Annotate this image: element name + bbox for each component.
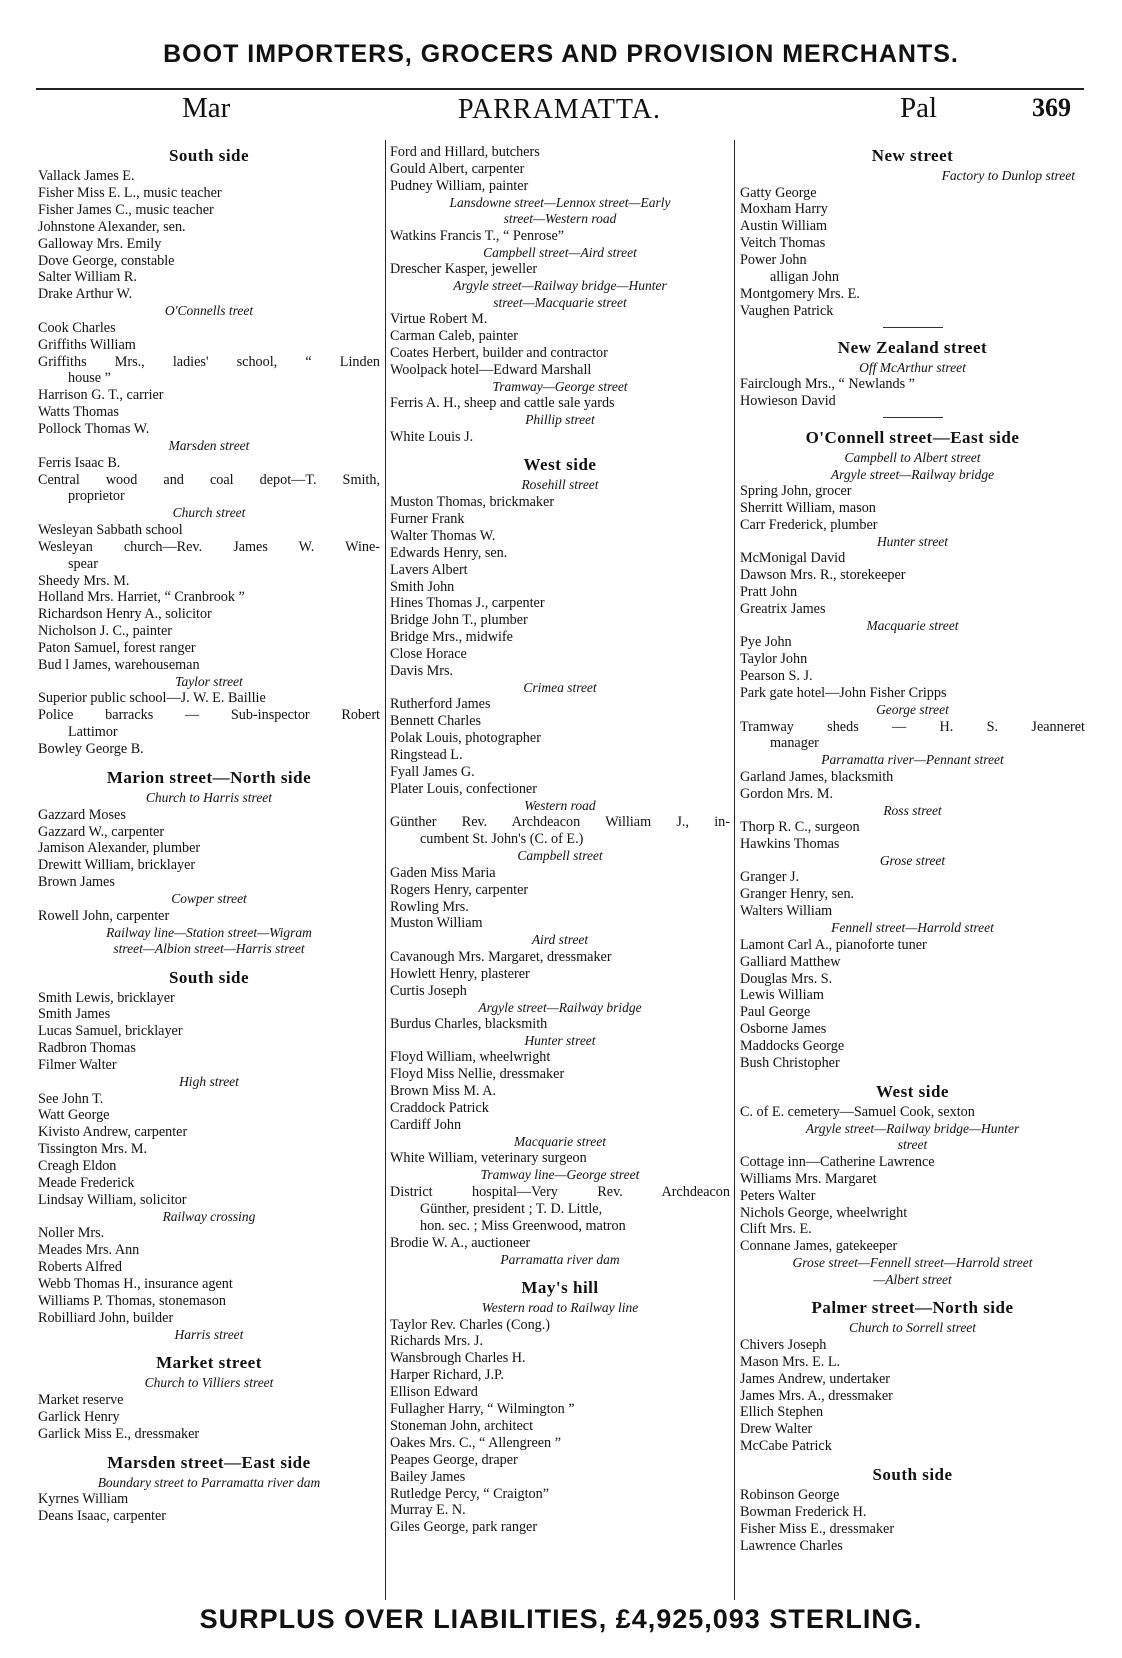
directory-entry: Garlick Henry [38, 1408, 120, 1425]
directory-entry: Fullagher Harry, “ Wilmington ” [390, 1401, 575, 1418]
cross-street-label: Hunter street [876, 533, 949, 549]
directory-entry: Bud l James, warehouseman [38, 657, 200, 674]
directory-entry: Smith Lewis, bricklayer [38, 989, 175, 1006]
directory-entry: Greatrix James [740, 601, 826, 617]
directory-entry: Edwards Henry, sen. [390, 544, 508, 561]
directory-entry: Furner Frank [390, 510, 465, 527]
cross-street-label: street [897, 1137, 928, 1153]
directory-entry: Bush Christopher [740, 1055, 840, 1072]
cross-street-label: Western road [524, 797, 596, 813]
directory-entry: Brown James [38, 874, 115, 891]
street-heading: South side [168, 146, 250, 165]
directory-entry: Rogers Henry, carpenter [390, 881, 529, 898]
entry-continuation: proprietor [68, 488, 125, 505]
directory-entry: Gordon Mrs. M. [740, 785, 834, 802]
directory-entry: Gatty George [740, 184, 817, 201]
cross-street-label: Lansdowne street—Lennox street—Early [449, 194, 671, 210]
directory-entry: Richardson Henry A., solicitor [38, 606, 212, 623]
cross-street-label: Crimea street [523, 679, 597, 695]
directory-entry: Dawson Mrs. R., storekeeper [740, 567, 906, 584]
directory-entry: Clift Mrs. E. [740, 1221, 812, 1238]
directory-entry: Meade Frederick [38, 1175, 135, 1192]
directory-entry: Günther Rev. Archdeacon William J., in- [390, 814, 730, 831]
directory-entry: Cook Charles [38, 319, 116, 336]
cross-street-label: O'Connells treet [164, 303, 254, 319]
page-number: 369 [1032, 93, 1071, 122]
directory-entry: Tissington Mrs. M. [38, 1141, 148, 1158]
street-heading: South side [872, 1465, 953, 1485]
cross-street-label: Factory to Dunlop street [941, 168, 1075, 183]
directory-entry: Nicholson J. C., painter [38, 623, 172, 640]
directory-entry: Gazzard W., carpenter [38, 823, 165, 840]
directory-entry: Cavanough Mrs. Margaret, dressmaker [390, 948, 612, 965]
directory-entry: Ellison Edward [390, 1384, 478, 1401]
directory-entry: Rutherford James [390, 696, 491, 713]
directory-entry: Galliard Matthew [740, 953, 841, 970]
cross-street-label: Rosehill street [521, 477, 599, 493]
cross-street-label: Marsden street [168, 438, 250, 454]
directory-entry: Cottage inn—Catherine Lawrence [740, 1153, 935, 1170]
cross-street-label: Church street [172, 505, 246, 521]
directory-entry: Fairclough Mrs., “ Newlands ” [740, 376, 915, 393]
directory-entry: Sherritt William, mason [740, 499, 876, 516]
directory-entry: Burdus Charles, blacksmith [390, 1016, 548, 1033]
cross-street-label: Macquarie street [866, 617, 959, 633]
cross-street-label: street—Western road [503, 211, 617, 227]
directory-entry: Ford and Hillard, butchers [390, 144, 540, 160]
page-footer: SURPLUS OVER LIABILITIES, £4,925,093 STERLING. [199, 1604, 923, 1634]
directory-entry: See John T. [38, 1090, 104, 1107]
directory-entry: Robilliard John, builder [38, 1309, 174, 1326]
directory-entry: Bowman Frederick H. [740, 1504, 867, 1521]
directory-entry: Robinson George [740, 1487, 840, 1504]
directory-entry: Wesleyan Sabbath school [38, 521, 183, 538]
directory-entry: Fisher Miss E., dressmaker [740, 1520, 895, 1537]
entry-continuation: Günther, president ; T. D. Little, [420, 1200, 603, 1217]
directory-entry: Holland Mrs. Harriet, “ Cranbrook ” [38, 589, 245, 606]
entry-continuation: hon. sec. ; Miss Greenwood, matron [420, 1217, 626, 1234]
cross-street-label: Argyle street—Railway bridge [830, 466, 995, 482]
running-head-center: PARRAMATTA. [458, 94, 661, 125]
cross-street-label: Tramway—George street [492, 378, 628, 394]
directory-entry: Drewitt William, bricklayer [38, 857, 196, 874]
directory-entry: Smith John [390, 578, 455, 595]
directory-entry: Galloway Mrs. Emily [38, 235, 162, 252]
cross-street-label: Fennell street—Harrold street [831, 920, 994, 936]
directory-entry: Bridge John T., plumber [390, 612, 528, 629]
cross-street-label: street—Albion street—Harris street [113, 941, 305, 957]
directory-entry: Fisher Miss E. L., music teacher [38, 184, 222, 201]
directory-column-3 [740, 144, 1085, 1599]
directory-entry: Bowley George B. [38, 741, 144, 758]
directory-entry: Kyrnes William [38, 1491, 129, 1508]
directory-entry: Hawkins Thomas [740, 836, 840, 853]
directory-entry: Market reserve [38, 1391, 124, 1408]
cross-street-label: Boundary street to Parramatta river dam [97, 1474, 321, 1490]
directory-entry: Peters Walter [740, 1187, 816, 1204]
directory-entry: Osborne James [740, 1021, 827, 1038]
directory-entry: McMonigal David [740, 550, 846, 567]
directory-entry: Wansbrough Charles H. [390, 1350, 526, 1367]
directory-entry: Close Horace [390, 646, 467, 663]
directory-entry: Pudney William, painter [390, 177, 529, 194]
directory-entry: James Andrew, undertaker [740, 1370, 890, 1387]
directory-entry: Harper Richard, J.P. [390, 1367, 504, 1384]
cross-street-label: Church to Villiers street [144, 1375, 274, 1391]
cross-street-label: George street [876, 702, 949, 718]
cross-street-label: Campbell to Albert street [844, 450, 981, 466]
cross-street-label: Argyle street—Railway bridge—Hunter [453, 278, 667, 294]
directory-entry: Muston Thomas, brickmaker [390, 493, 555, 510]
directory-entry: Harrison G. T., carrier [38, 387, 164, 404]
cross-street-label: Western road to Railway line [481, 1300, 639, 1315]
directory-entry: Chivers Joseph [740, 1336, 827, 1353]
street-heading: South side [168, 967, 250, 987]
directory-entry: Taylor Rev. Charles (Cong.) [390, 1316, 551, 1333]
directory-entry: Watts Thomas [38, 404, 119, 421]
cross-street-label: street—Macquarie street [493, 294, 627, 310]
directory-entry: Gazzard Moses [38, 806, 126, 823]
directory-entry: Connane James, gatekeeper [740, 1238, 898, 1255]
directory-entry: Watt George [38, 1107, 110, 1124]
street-heading: Marsden street—East side [107, 1452, 311, 1472]
directory-entry: Muston William [390, 915, 483, 932]
cross-street-label: Cowper street [171, 891, 247, 907]
entry-continuation: house ” [68, 370, 111, 387]
directory-entry: Lewis William [740, 987, 824, 1004]
directory-entry: Spring John, grocer [740, 483, 852, 500]
cross-street-label: Railway line—Station street—Wigram [106, 924, 312, 940]
directory-entry: Dove George, constable [38, 252, 175, 269]
directory-entry: Peapes George, draper [390, 1451, 518, 1468]
directory-entry: Gaden Miss Maria [390, 864, 496, 881]
cross-street-label: Church to Sorrell street [848, 1320, 977, 1336]
directory-entry: Veitch Thomas [740, 235, 826, 252]
street-heading: New street [871, 146, 954, 165]
directory-entry: Moxham Harry [740, 201, 828, 218]
running-head-right: Pal [900, 92, 938, 124]
directory-entry: Rowell John, carpenter [38, 907, 170, 924]
directory-entry: Lavers Albert [390, 561, 468, 578]
cross-street-label: Campbell street [517, 848, 603, 864]
directory-entry: Taylor John [740, 651, 808, 668]
section-separator [883, 327, 943, 328]
directory-entry: Douglas Mrs. S. [740, 970, 833, 987]
cross-street-label: Argyle street—Railway bridge—Hunter [805, 1120, 1020, 1136]
directory-entry: Salter William R. [38, 269, 137, 286]
directory-entry: Granger J. [740, 869, 800, 886]
directory-entry: Garlick Miss E., dressmaker [38, 1425, 200, 1442]
street-heading: Palmer street—North side [811, 1298, 1014, 1318]
directory-entry: Ellich Stephen [740, 1404, 824, 1421]
directory-entry: C. of E. cemetery—Samuel Cook, sexton [740, 1103, 975, 1120]
directory-entry: Deans Isaac, carpenter [38, 1507, 166, 1524]
column-divider-2 [734, 140, 735, 1600]
column-divider-1 [385, 140, 386, 1600]
directory-entry: Lindsay William, solicitor [38, 1192, 187, 1208]
cross-street-label: Tramway line—George street [480, 1167, 640, 1183]
cross-street-label: Off McArthur street [859, 359, 966, 375]
directory-entry: Thorp R. C., surgeon [740, 819, 860, 836]
cross-street-label: Macquarie street [513, 1133, 607, 1149]
entry-continuation: alligan John [770, 269, 839, 286]
cross-street-label: Railway crossing [162, 1208, 256, 1224]
directory-entry: Hines Thomas J., carpenter [390, 595, 545, 612]
directory-entry: Richards Mrs. J. [390, 1333, 484, 1350]
directory-entry: Montgomery Mrs. E. [740, 285, 860, 302]
directory-entry: District hospital—Very Rev. Archdeacon [390, 1183, 730, 1200]
directory-entry: Oakes Mrs. C., “ Allengreen ” [390, 1434, 561, 1451]
directory-entry: Sheedy Mrs. M. [38, 572, 130, 589]
directory-entry: Lucas Samuel, bricklayer [38, 1023, 183, 1040]
directory-entry: Fisher James C., music teacher [38, 201, 214, 218]
directory-entry: Power John [740, 252, 807, 269]
cross-street-label: Harris street [174, 1326, 244, 1342]
entry-continuation: Lattimor [68, 724, 118, 741]
directory-entry: Drake Arthur W. [38, 286, 133, 303]
street-heading: New Zealand street [837, 337, 988, 357]
cross-street-label: Phillip street [525, 412, 595, 428]
directory-entry: White William, veterinary surgeon [390, 1150, 587, 1167]
directory-entry: Lamont Carl A., pianoforte tuner [740, 936, 927, 953]
directory-entry: Park gate hotel—John Fisher Cripps [740, 685, 947, 702]
directory-entry: Kivisto Andrew, carpenter [38, 1124, 188, 1141]
directory-entry: Fyall James G. [390, 764, 475, 781]
directory-entry: Ferris Isaac B. [38, 454, 121, 471]
directory-entry: Mason Mrs. E. L. [740, 1353, 841, 1370]
directory-entry: Maddocks George [740, 1038, 845, 1055]
directory-entry: Plater Louis, confectioner [390, 780, 537, 797]
directory-entry: Davis Mrs. [390, 663, 454, 680]
directory-entry: Meades Mrs. Ann [38, 1242, 140, 1259]
directory-entry: Drew Walter [740, 1421, 813, 1438]
entry-continuation: manager [770, 735, 819, 752]
entry-continuation: cumbent St. John's (C. of E.) [420, 831, 584, 848]
directory-entry: Griffiths William [38, 336, 136, 353]
directory-entry: Curtis Joseph [390, 982, 467, 999]
directory-entry: Bennett Charles [390, 713, 482, 730]
directory-entry: Griffiths Mrs., ladies' school, “ Linden [38, 353, 380, 370]
directory-entry: Paul George [740, 1004, 811, 1021]
directory-entry: Watkins Francis T., “ Penrose” [390, 227, 565, 244]
directory-entry: Cardiff John [390, 1117, 462, 1134]
directory-entry: Webb Thomas H., insurance agent [38, 1276, 233, 1293]
directory-entry: Bridge Mrs., midwife [390, 629, 513, 646]
directory-entry: Bailey James [390, 1468, 466, 1485]
directory-entry: Creagh Eldon [38, 1158, 117, 1175]
directory-entry: James Mrs. A., dressmaker [740, 1387, 893, 1404]
directory-entry: Polak Louis, photographer [390, 730, 541, 747]
directory-entry: Carr Frederick, plumber [740, 516, 878, 533]
street-heading: May's hill [521, 1278, 599, 1297]
directory-entry: Ferris A. H., sheep and cattle sale yards [390, 395, 615, 412]
directory-entry: Craddock Patrick [390, 1100, 489, 1117]
directory-entry: Nichols George, wheelwright [740, 1204, 908, 1221]
cross-street-label: Hunter street [524, 1032, 596, 1048]
directory-entry: Johnstone Alexander, sen. [38, 218, 186, 235]
directory-entry: Garland James, blacksmith [740, 768, 894, 785]
cross-street-label: Taylor street [175, 673, 243, 689]
directory-entry: Drescher Kasper, jeweller [390, 261, 538, 278]
cross-street-label: Ross street [883, 802, 942, 818]
directory-entry: McCabe Patrick [740, 1438, 832, 1455]
street-heading: Marion street—North side [106, 768, 312, 788]
directory-entry: Lawrence Charles [740, 1537, 843, 1554]
cross-street-label: Aird street [531, 932, 589, 948]
directory-entry: Murray E. N. [390, 1502, 466, 1519]
directory-entry: Gould Albert, carpenter [390, 160, 525, 177]
directory-entry: Woolpack hotel—Edward Marshall [390, 361, 592, 378]
page-banner: BOOT IMPORTERS, GROCERS AND PROVISION MERCHANTS. [163, 40, 959, 68]
running-head-left: Mar [182, 92, 231, 124]
directory-entry: Wesleyan church—Rev. James W. Wine- [38, 538, 380, 555]
cross-street-label: Parramatta river dam [500, 1251, 620, 1267]
street-heading: West side [523, 455, 597, 475]
directory-entry: Filmer Walter [38, 1057, 117, 1074]
directory-entry: Austin William [740, 218, 828, 235]
entry-continuation: spear [68, 555, 98, 572]
directory-entry: Coates Herbert, builder and contractor [390, 344, 608, 361]
directory-entry: Roberts Alfred [38, 1259, 122, 1276]
directory-entry: Walter Thomas W. [390, 527, 496, 544]
directory-entry: Police barracks — Sub-inspector Robert [38, 707, 380, 724]
directory-entry: Williams Mrs. Margaret [740, 1170, 877, 1187]
directory-entry: Floyd Miss Nellie, dressmaker [390, 1066, 565, 1083]
directory-entry: Pye John [740, 634, 792, 651]
directory-entry: Pollock Thomas W. [38, 421, 150, 438]
directory-column-2 [390, 144, 730, 1599]
directory-column-1 [38, 144, 380, 1599]
directory-entry: Carman Caleb, painter [390, 327, 519, 344]
directory-entry: Jamison Alexander, plumber [38, 840, 201, 857]
cross-street-label: Argyle street—Railway bridge [478, 999, 642, 1015]
directory-entry: White Louis J. [390, 428, 474, 445]
directory-entry: Pratt John [740, 584, 798, 601]
directory-entry: Williams P. Thomas, stonemason [38, 1293, 226, 1310]
directory-entry: Granger Henry, sen. [740, 886, 855, 903]
directory-entry: Virtue Robert M. [390, 311, 488, 328]
directory-entry: Tramway sheds — H. S. Jeanneret [740, 718, 1085, 735]
directory-entry: Rowling Mrs. [390, 898, 469, 915]
directory-entry: Ringstead L. [390, 747, 463, 764]
directory-entry: Rutledge Percy, “ Craigton” [390, 1485, 550, 1502]
cross-street-label: High street [179, 1074, 239, 1090]
street-heading: O'Connell street—East side [805, 428, 1020, 448]
directory-entry: Walters William [740, 903, 833, 920]
directory-entry: Vallack James E. [38, 168, 135, 184]
directory-entry: Stoneman John, architect [390, 1417, 534, 1434]
cross-street-label: Parramatta river—Pennant street [821, 752, 1004, 768]
directory-entry: Pearson S. J. [740, 668, 813, 685]
directory-entry: Radbron Thomas [38, 1040, 136, 1057]
directory-entry: Howlett Henry, plasterer [390, 965, 530, 982]
cross-street-label: Grose street—Fennell street—Harrold street [792, 1255, 1033, 1271]
cross-street-label: Campbell street—Aird street [483, 244, 637, 260]
directory-entry: Central wood and coal depot—T. Smith, [38, 471, 380, 488]
directory-entry: Smith James [38, 1006, 111, 1023]
directory-entry: Floyd William, wheelwright [390, 1049, 551, 1066]
directory-entry: Giles George, park ranger [390, 1519, 538, 1536]
cross-street-label: —Albert street [873, 1271, 952, 1287]
directory-entry: Paton Samuel, forest ranger [38, 640, 196, 657]
cross-street-label: Grose street [879, 852, 946, 868]
section-separator [883, 417, 943, 418]
street-heading: Market street [156, 1353, 262, 1373]
directory-entry: Vaughen Patrick [740, 302, 834, 319]
street-heading: West side [876, 1081, 949, 1101]
cross-street-label: Church to Harris street [145, 790, 273, 806]
directory-entry: Brown Miss M. A. [390, 1083, 497, 1100]
directory-entry: Superior public school—J. W. E. Baillie [38, 690, 266, 707]
directory-entry: Howieson David [740, 393, 836, 410]
header-rule [36, 88, 1084, 90]
directory-entry: Brodie W. A., auctioneer [390, 1234, 531, 1251]
directory-entry: Noller Mrs. [38, 1225, 105, 1242]
